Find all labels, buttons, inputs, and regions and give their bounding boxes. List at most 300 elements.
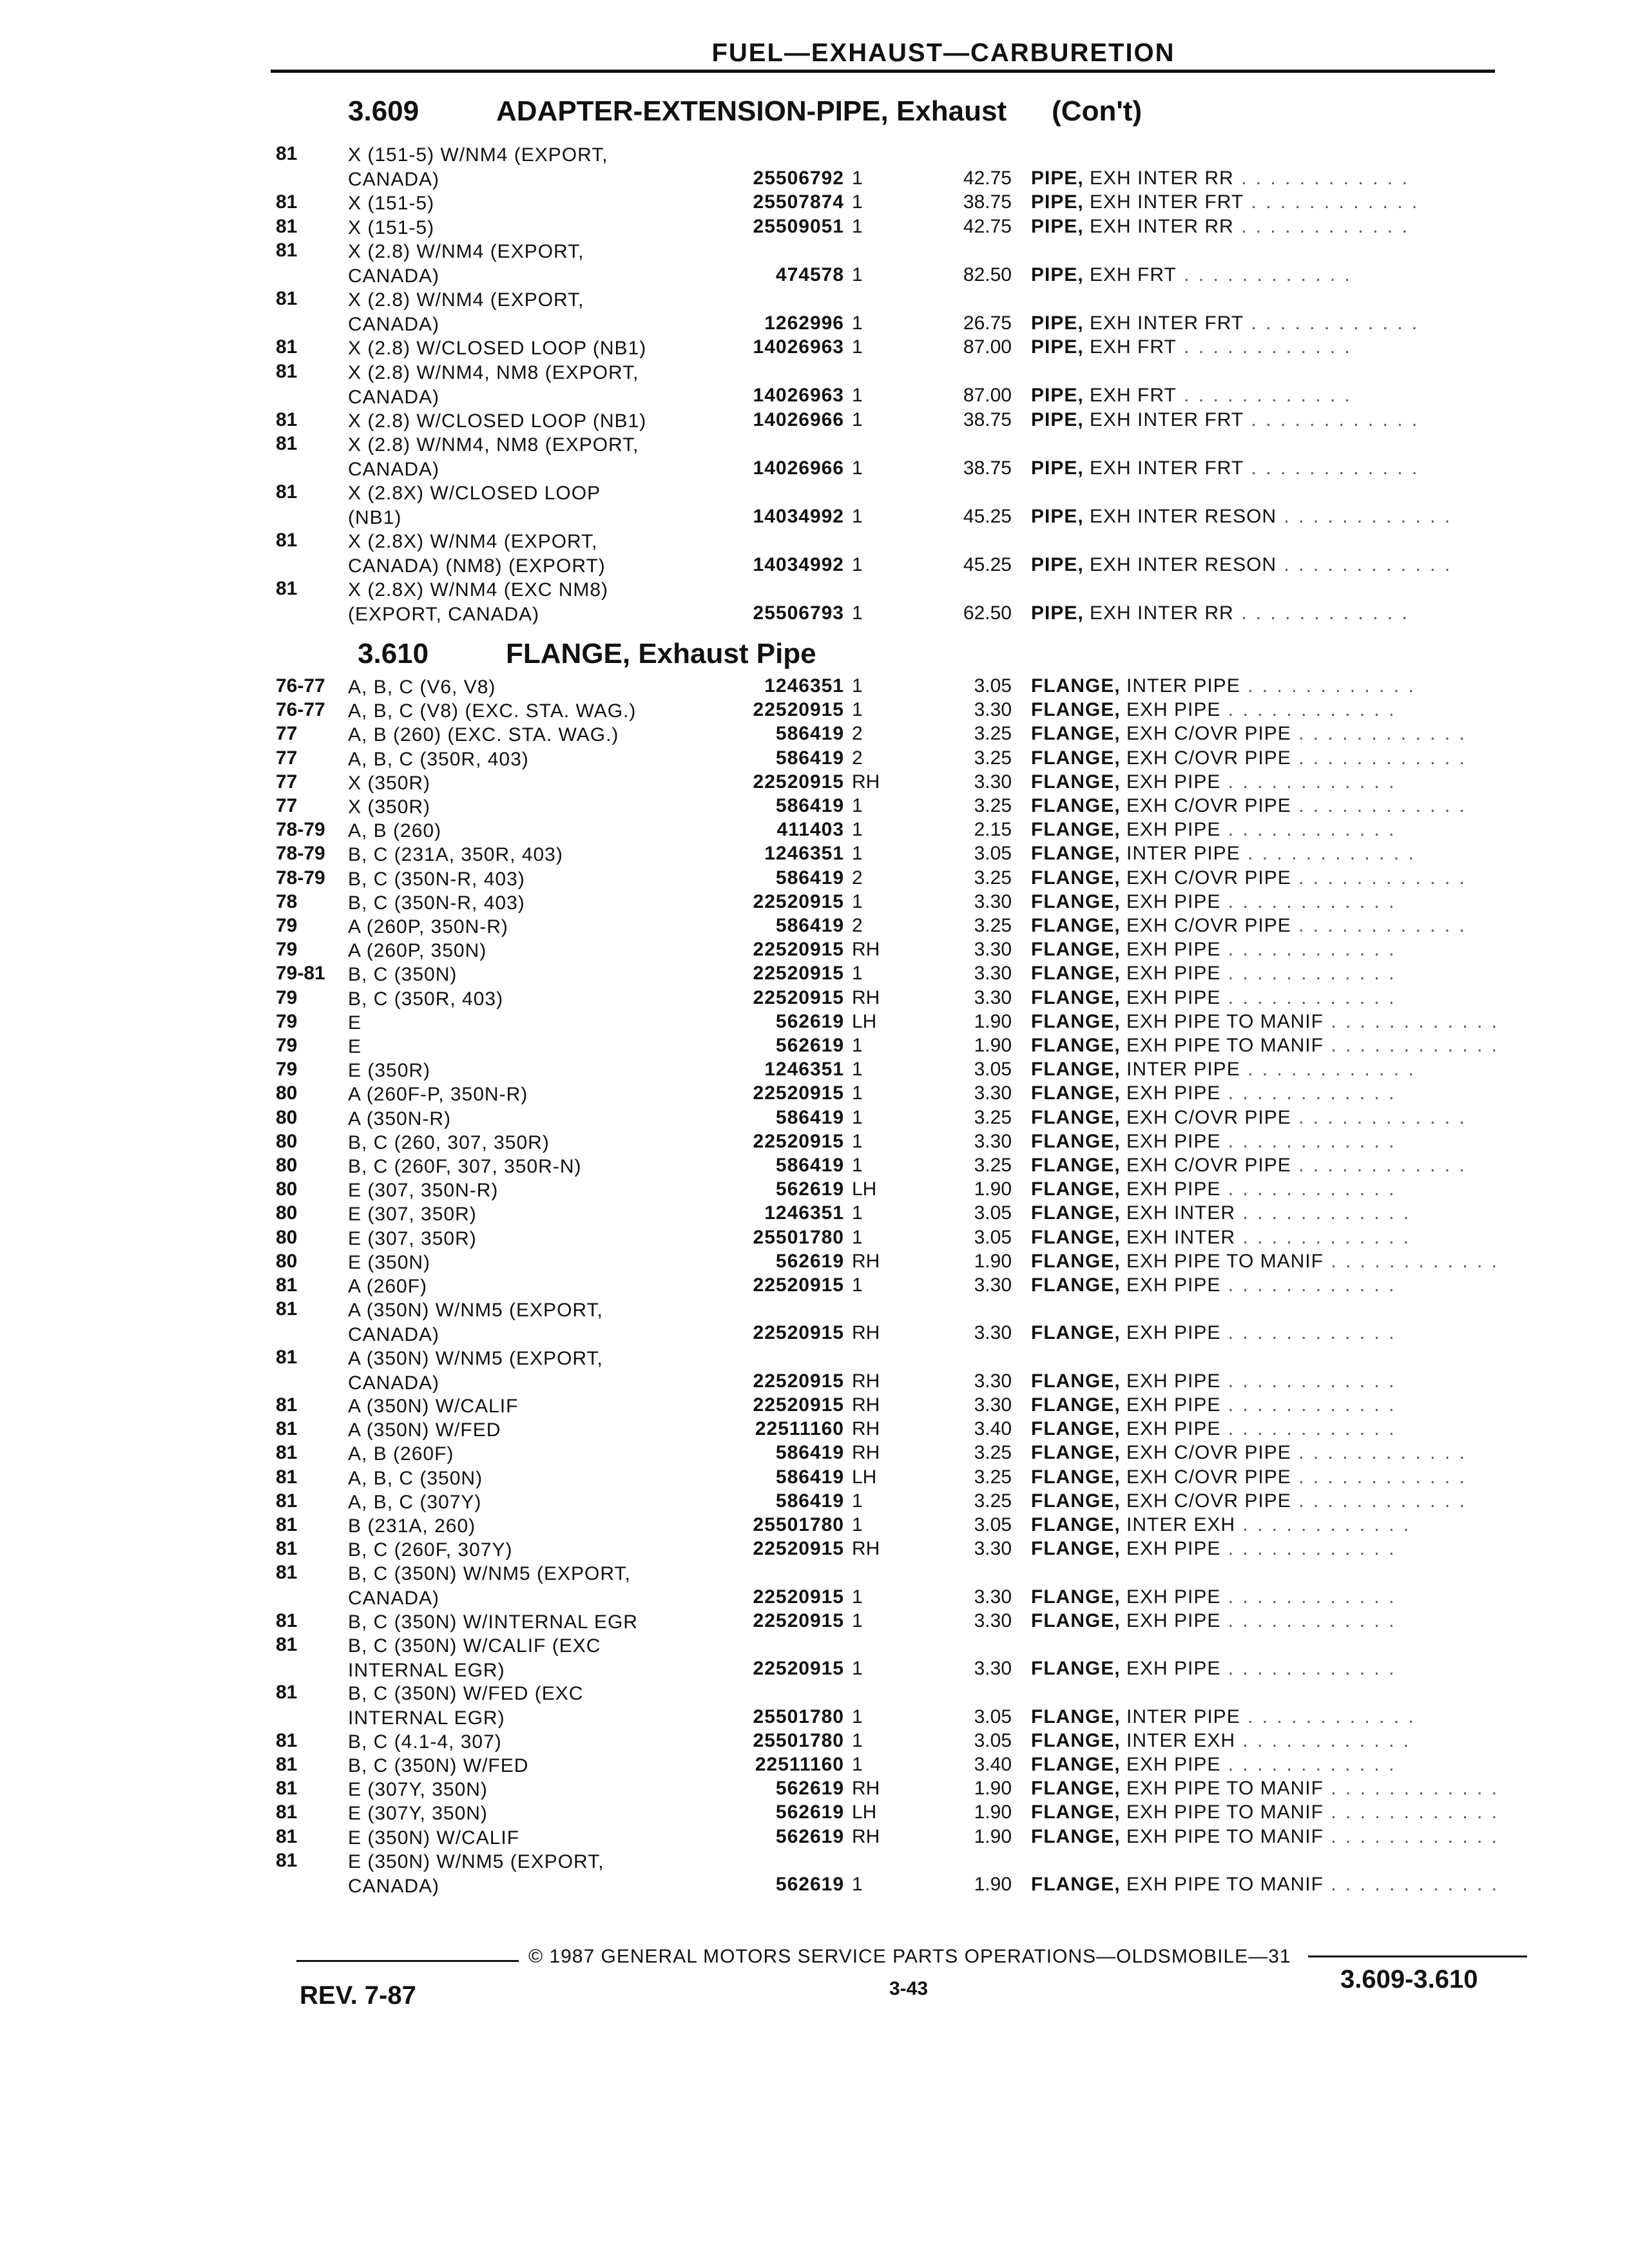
application-description: X (2.8) W/NM4 (EXPORT, CANADA) — [348, 241, 584, 287]
part-name-category: FLANGE, — [1031, 1825, 1121, 1847]
part-name — [1031, 336, 1352, 358]
quantity: 1 — [852, 1610, 863, 1631]
part-name-category: FLANGE, — [1031, 1010, 1121, 1032]
quantity: RH — [852, 1322, 880, 1344]
leader-dots: . . . . . . . . . . . . — [1220, 1322, 1396, 1344]
price: 3.25 — [974, 1106, 1012, 1128]
part-name-detail: EXH PIPE — [1120, 1322, 1221, 1344]
part-number: 22520915 — [753, 890, 844, 912]
part-name — [1031, 1131, 1396, 1153]
part-name-category: PIPE, — [1031, 385, 1084, 406]
model-year: 76-77 — [276, 675, 325, 697]
quantity: 1 — [852, 1106, 863, 1128]
leader-dots: . . . . . . . . . . . . — [1291, 867, 1467, 889]
part-name-detail: EXH INTER RESON — [1083, 553, 1277, 575]
model-year: 81 — [276, 1610, 298, 1631]
application-description: B, C (231A, 350R, 403) — [348, 844, 563, 866]
quantity: 2 — [852, 867, 863, 889]
application-description: X (350R) — [348, 772, 431, 794]
price: 3.05 — [974, 1226, 1012, 1248]
part-name-category: PIPE, — [1031, 505, 1084, 527]
application-description: A (350N) W/NM5 (EXPORT, CANADA) — [348, 1300, 603, 1346]
application-description: E (307, 350R) — [348, 1227, 477, 1249]
leader-dots: . . . . . . . . . . . . — [1220, 1658, 1396, 1680]
part-number: 22520915 — [753, 1082, 844, 1104]
table-row — [0, 361, 1629, 409]
part-name-category: FLANGE, — [1031, 1394, 1121, 1416]
part-name — [1031, 771, 1396, 793]
model-year: 81 — [276, 1274, 298, 1296]
part-name-detail: EXH PIPE — [1120, 1754, 1221, 1775]
application-description: E — [348, 1012, 362, 1033]
leader-dots: . . . . . . . . . . . . — [1240, 1706, 1416, 1727]
model-year: 80 — [276, 1106, 298, 1128]
part-name — [1031, 1274, 1396, 1296]
quantity: RH — [852, 986, 880, 1008]
part-name-category: FLANGE, — [1031, 1370, 1121, 1392]
table-row — [0, 1538, 1629, 1562]
table-row — [0, 1011, 1629, 1035]
application-description: B, C (350N) W/FED — [348, 1755, 529, 1776]
part-name-category: FLANGE, — [1031, 1729, 1121, 1751]
model-year: 77 — [276, 771, 298, 793]
quantity: 1 — [852, 1202, 863, 1224]
leader-dots: . . . . . . . . . . . . — [1291, 1490, 1467, 1512]
table-row — [0, 1442, 1629, 1466]
part-number: 562619 — [775, 1178, 844, 1200]
application-description: B, C (350N) W/FED (EXC INTERNAL EGR) — [348, 1683, 584, 1729]
part-number: 586419 — [775, 747, 844, 769]
part-name-category: FLANGE, — [1031, 723, 1121, 745]
price: 3.25 — [974, 723, 1012, 745]
price: 3.05 — [974, 1514, 1012, 1535]
leader-dots: . . . . . . . . . . . . — [1220, 771, 1396, 793]
model-year: 79 — [276, 986, 298, 1008]
part-name — [1031, 819, 1396, 841]
part-number: 22520915 — [753, 986, 844, 1008]
part-name-detail: EXH PIPE — [1120, 890, 1221, 912]
part-number: 25506792 — [753, 167, 844, 189]
table-row — [0, 216, 1629, 240]
part-name-category: FLANGE, — [1031, 1490, 1121, 1512]
part-number: 22520915 — [753, 699, 844, 721]
model-year: 77 — [276, 795, 298, 816]
table-row — [0, 1682, 1629, 1729]
page-title: FUEL—EXHAUST—CARBURETION — [711, 39, 1175, 67]
part-name — [1031, 1826, 1499, 1848]
part-name-category: FLANGE, — [1031, 1202, 1121, 1224]
part-name-category: FLANGE, — [1031, 1226, 1121, 1248]
price: 3.05 — [974, 1059, 1012, 1081]
application-description: X (2.8) W/NM4 (EXPORT, CANADA) — [348, 289, 584, 335]
part-name-detail: EXH INTER FRT — [1083, 457, 1244, 479]
part-number: 25507874 — [753, 191, 844, 213]
leader-dots: . . . . . . . . . . . . — [1233, 602, 1409, 624]
model-year: 79 — [276, 915, 298, 936]
quantity: RH — [852, 1442, 880, 1464]
table-row — [0, 1202, 1629, 1226]
part-number: 22520915 — [753, 1274, 844, 1296]
table-row — [0, 747, 1629, 771]
part-number: 14026963 — [753, 336, 844, 358]
part-name-category: FLANGE, — [1031, 699, 1121, 721]
quantity: 1 — [852, 553, 863, 575]
price: 87.00 — [963, 336, 1012, 358]
part-name-category: FLANGE, — [1031, 1178, 1121, 1200]
price: 3.30 — [974, 1394, 1012, 1416]
model-year: 81 — [276, 1825, 298, 1847]
model-year: 81 — [276, 433, 298, 454]
quantity: 1 — [852, 1274, 863, 1296]
application-description: A, B (260) (EXC. STA. WAG.) — [348, 724, 619, 746]
part-name — [1031, 1466, 1467, 1488]
part-name-category: FLANGE, — [1031, 771, 1121, 793]
part-name-detail: EXH INTER RR — [1083, 602, 1234, 624]
footer-rule-right — [1308, 1956, 1527, 1957]
table-row — [0, 1730, 1629, 1754]
model-year: 80 — [276, 1082, 298, 1104]
leader-dots: . . . . . . . . . . . . — [1235, 1729, 1411, 1751]
model-year: 81 — [276, 288, 298, 309]
part-number: 22520915 — [753, 1370, 844, 1392]
price: 3.30 — [974, 1658, 1012, 1680]
price: 1.90 — [974, 1035, 1012, 1056]
price: 45.25 — [963, 553, 1012, 575]
part-name-category: PIPE, — [1031, 336, 1084, 358]
leader-dots: . . . . . . . . . . . . — [1323, 1250, 1499, 1272]
part-name-category: PIPE, — [1031, 215, 1084, 237]
part-number: 22511160 — [755, 1418, 844, 1440]
table-row — [0, 987, 1629, 1011]
price: 3.05 — [974, 675, 1012, 697]
leader-dots: . . . . . . . . . . . . — [1233, 215, 1409, 237]
model-year: 80 — [276, 1202, 298, 1224]
application-description: X (2.8) W/NM4, NM8 (EXPORT, CANADA) — [348, 361, 639, 408]
quantity: 1 — [852, 1754, 863, 1775]
quantity: 1 — [852, 312, 863, 334]
quantity: 2 — [852, 747, 863, 769]
price: 1.90 — [974, 1825, 1012, 1847]
application-description: B, C (350N) — [348, 964, 458, 986]
part-number: 25501780 — [753, 1514, 844, 1535]
table-row — [0, 771, 1629, 795]
leader-dots: . . . . . . . . . . . . — [1277, 553, 1452, 575]
table-row — [0, 723, 1629, 747]
part-name-detail: EXH PIPE — [1120, 1130, 1221, 1152]
section-number: 3.609 — [348, 95, 419, 127]
application-description: B, C (350R, 403) — [348, 988, 504, 1010]
model-year: 78 — [276, 890, 298, 912]
price: 2.15 — [974, 819, 1012, 841]
quantity: RH — [852, 939, 880, 961]
model-year: 80 — [276, 1155, 298, 1176]
application-description: B, C (350N-R, 403) — [348, 868, 525, 890]
part-name-detail: EXH PIPE — [1120, 1538, 1221, 1560]
application-description: A, B (260F) — [348, 1443, 454, 1465]
part-number: 1246351 — [764, 675, 844, 697]
application-description: X (2.8X) W/CLOSED LOOP (NB1) — [348, 483, 601, 528]
model-year: 81 — [276, 240, 298, 261]
part-name-category: FLANGE, — [1031, 1514, 1121, 1535]
price: 38.75 — [963, 191, 1012, 213]
part-name-category: FLANGE, — [1031, 1538, 1121, 1560]
quantity: 1 — [852, 191, 863, 213]
part-name-category: FLANGE, — [1031, 1035, 1121, 1056]
part-name-category: FLANGE, — [1031, 1250, 1121, 1272]
part-number: 562619 — [775, 1778, 844, 1800]
part-name-detail: INTER PIPE — [1120, 1059, 1240, 1081]
table-row — [0, 1850, 1629, 1898]
page-header — [0, 39, 1629, 68]
leader-dots: . . . . . . . . . . . . — [1220, 1274, 1396, 1296]
section-name: ADAPTER-EXTENSION-PIPE, Exhaust — [496, 95, 1007, 127]
part-name-detail: EXH PIPE TO MANIF — [1120, 1250, 1324, 1272]
part-name-detail: EXH INTER RESON — [1083, 505, 1277, 527]
part-name-detail: EXH PIPE — [1120, 1274, 1221, 1296]
leader-dots: . . . . . . . . . . . . — [1235, 1202, 1411, 1224]
quantity: 1 — [852, 963, 863, 985]
price: 3.25 — [974, 867, 1012, 889]
price: 3.05 — [974, 1202, 1012, 1224]
table-row — [0, 288, 1629, 336]
part-name-category: FLANGE, — [1031, 1106, 1121, 1128]
table-row — [0, 1490, 1629, 1514]
quantity: RH — [852, 1825, 880, 1847]
part-name-category: FLANGE, — [1031, 1873, 1121, 1895]
price: 1.90 — [974, 1178, 1012, 1200]
part-number: 562619 — [775, 1873, 844, 1895]
table-row — [0, 240, 1629, 288]
part-name-detail: EXH PIPE — [1120, 1610, 1221, 1631]
part-number: 586419 — [775, 1490, 844, 1512]
application-description: X (2.8) W/NM4, NM8 (EXPORT, CANADA) — [348, 434, 639, 480]
part-name — [1031, 1538, 1396, 1560]
quantity: 1 — [852, 408, 863, 430]
quantity: 1 — [852, 1729, 863, 1751]
part-name — [1031, 1011, 1499, 1033]
part-name — [1031, 1059, 1416, 1081]
leader-dots: . . . . . . . . . . . . — [1323, 1873, 1499, 1895]
quantity: 1 — [852, 1130, 863, 1152]
model-year: 77 — [276, 747, 298, 769]
part-number: 562619 — [775, 1010, 844, 1032]
application-description: X (151-5) — [348, 193, 435, 214]
model-year: 81 — [276, 1514, 298, 1535]
part-name-detail: EXH C/OVR PIPE — [1120, 1490, 1291, 1512]
quantity: RH — [852, 1370, 880, 1392]
part-name-detail: EXH PIPE — [1120, 1394, 1221, 1416]
model-year: 81 — [276, 1538, 298, 1560]
quantity: 1 — [852, 1658, 863, 1680]
part-name — [1031, 1322, 1396, 1344]
table-row — [0, 1251, 1629, 1274]
quantity: 2 — [852, 723, 863, 745]
part-name-category: FLANGE, — [1031, 747, 1121, 769]
section-name: FLANGE, Exhaust Pipe — [506, 638, 816, 669]
part-name-detail: EXH PIPE TO MANIF — [1120, 1035, 1324, 1056]
model-year: 81 — [276, 215, 298, 237]
quantity: RH — [852, 1418, 880, 1440]
part-name-detail: EXH PIPE — [1120, 819, 1221, 841]
part-name-category: FLANGE, — [1031, 1322, 1121, 1344]
application-description: E (307Y, 350N) — [348, 1779, 488, 1801]
price: 3.30 — [974, 963, 1012, 985]
leader-dots: . . . . . . . . . . . . — [1220, 939, 1396, 961]
price: 82.50 — [963, 264, 1012, 285]
price: 3.30 — [974, 1130, 1012, 1152]
price: 38.75 — [963, 408, 1012, 430]
part-name-detail: EXH INTER — [1120, 1202, 1236, 1224]
quantity: 1 — [852, 457, 863, 479]
table-row — [0, 1131, 1629, 1155]
part-number: 14026966 — [753, 457, 844, 479]
part-name-detail: EXH PIPE TO MANIF — [1120, 1873, 1324, 1895]
application-description: B, C (350N) W/INTERNAL EGR — [348, 1611, 638, 1633]
part-name-detail: EXH PIPE — [1120, 1418, 1221, 1440]
price: 42.75 — [963, 167, 1012, 189]
application-description: X (2.8) W/CLOSED LOOP (NB1) — [348, 410, 647, 432]
table-row — [0, 1514, 1629, 1538]
part-name — [1031, 1227, 1411, 1249]
price: 1.90 — [974, 1250, 1012, 1272]
part-name-category: FLANGE, — [1031, 1778, 1121, 1800]
model-year: 80 — [276, 1250, 298, 1272]
leader-dots: . . . . . . . . . . . . — [1220, 1418, 1396, 1440]
part-number: 14034992 — [753, 553, 844, 575]
table-row — [0, 1466, 1629, 1490]
part-name — [1031, 795, 1467, 817]
quantity: 1 — [852, 167, 863, 189]
part-name-category: FLANGE, — [1031, 795, 1121, 816]
part-name — [1031, 891, 1396, 913]
part-name-detail: EXH PIPE — [1120, 699, 1221, 721]
table-row — [0, 1778, 1629, 1802]
leader-dots: . . . . . . . . . . . . — [1291, 1466, 1467, 1488]
part-name — [1031, 1082, 1396, 1104]
price: 3.30 — [974, 1586, 1012, 1608]
part-number: 14026966 — [753, 408, 844, 430]
price: 3.30 — [974, 939, 1012, 961]
part-number: 22511160 — [755, 1754, 844, 1775]
model-year: 80 — [276, 1178, 298, 1200]
table-row — [0, 1035, 1629, 1059]
part-name-detail: INTER PIPE — [1120, 1706, 1240, 1727]
application-description: B, C (4.1-4, 307) — [348, 1731, 502, 1753]
part-name — [1031, 457, 1419, 479]
leader-dots: . . . . . . . . . . . . — [1220, 1394, 1396, 1416]
part-name — [1031, 1802, 1499, 1823]
price: 3.30 — [974, 771, 1012, 793]
part-number: 14034992 — [753, 505, 844, 527]
price: 3.25 — [974, 795, 1012, 816]
model-year: 81 — [276, 1802, 298, 1823]
application-description: A, B, C (V6, V8) — [348, 677, 496, 698]
model-year: 78-79 — [276, 867, 325, 889]
part-name — [1031, 1251, 1499, 1273]
leader-dots: . . . . . . . . . . . . — [1220, 1586, 1396, 1608]
model-year: 81 — [276, 1442, 298, 1464]
leader-dots: . . . . . . . . . . . . — [1176, 264, 1352, 285]
leader-dots: . . . . . . . . . . . . — [1220, 1130, 1396, 1152]
table-row — [0, 1802, 1629, 1825]
table-row — [0, 143, 1629, 191]
part-number: 25501780 — [753, 1226, 844, 1248]
model-year: 80 — [276, 1130, 298, 1152]
price: 38.75 — [963, 457, 1012, 479]
part-name — [1031, 1706, 1416, 1728]
leader-dots: . . . . . . . . . . . . — [1220, 1610, 1396, 1631]
part-name-detail: EXH PIPE TO MANIF — [1120, 1010, 1324, 1032]
part-name-detail: EXH C/OVR PIPE — [1120, 747, 1291, 769]
quantity: 1 — [852, 890, 863, 912]
part-name — [1031, 987, 1396, 1009]
application-description: A (350N) W/NM5 (EXPORT, CANADA) — [348, 1347, 603, 1394]
table-row — [0, 843, 1629, 867]
application-description: B (231A, 260) — [348, 1515, 476, 1537]
part-name-category: FLANGE, — [1031, 1059, 1121, 1081]
leader-dots: . . . . . . . . . . . . — [1220, 1082, 1396, 1104]
table-row — [0, 1394, 1629, 1418]
quantity: RH — [852, 1778, 880, 1800]
model-year: 81 — [276, 1754, 298, 1775]
part-name — [1031, 506, 1452, 528]
section-heading-3609 — [348, 95, 1142, 128]
part-name-detail: INTER EXH — [1120, 1729, 1236, 1751]
section-reference: 3.609-3.610 — [1340, 1965, 1478, 1994]
part-number: 586419 — [775, 915, 844, 936]
table-row — [0, 939, 1629, 963]
part-name — [1031, 191, 1419, 213]
table-row — [0, 1107, 1629, 1131]
part-name-category: PIPE, — [1031, 191, 1084, 213]
table-row — [0, 1610, 1629, 1634]
price: 3.30 — [974, 890, 1012, 912]
part-name — [1031, 602, 1409, 624]
table-row — [0, 1178, 1629, 1202]
part-number: 22520915 — [753, 1322, 844, 1344]
part-name-category: FLANGE, — [1031, 1155, 1121, 1176]
leader-dots: . . . . . . . . . . . . — [1220, 1538, 1396, 1560]
model-year: 81 — [276, 481, 298, 503]
part-name-category: FLANGE, — [1031, 1442, 1121, 1464]
leader-dots: . . . . . . . . . . . . — [1176, 385, 1352, 406]
leader-dots: . . . . . . . . . . . . — [1323, 1802, 1499, 1823]
price: 3.25 — [974, 1155, 1012, 1176]
quantity: LH — [852, 1010, 877, 1032]
quantity: 1 — [852, 675, 863, 697]
leader-dots: . . . . . . . . . . . . — [1240, 843, 1416, 865]
application-description: B, C (350N) W/CALIF (EXC INTERNAL EGR) — [348, 1635, 601, 1681]
quantity: 1 — [852, 1490, 863, 1512]
part-name-category: FLANGE, — [1031, 1130, 1121, 1152]
part-name-detail: EXH INTER FRT — [1083, 312, 1244, 334]
part-number: 22520915 — [753, 1130, 844, 1152]
leader-dots: . . . . . . . . . . . . — [1240, 675, 1416, 697]
application-description: A (260F) — [348, 1276, 428, 1297]
quantity: LH — [852, 1466, 877, 1488]
application-description: B, C (260F, 307Y) — [348, 1539, 513, 1561]
application-description: A, B, C (V8) (EXC. STA. WAG.) — [348, 700, 637, 722]
price: 3.40 — [974, 1418, 1012, 1440]
section-continued: (Con't) — [1052, 95, 1142, 127]
part-name-category: FLANGE, — [1031, 1802, 1121, 1823]
table-row — [0, 915, 1629, 939]
quantity: 2 — [852, 915, 863, 936]
application-description: B, C (350N) W/NM5 (EXPORT, CANADA) — [348, 1563, 631, 1610]
part-number: 25506793 — [753, 602, 844, 624]
quantity: RH — [852, 1394, 880, 1416]
model-year: 77 — [276, 723, 298, 745]
